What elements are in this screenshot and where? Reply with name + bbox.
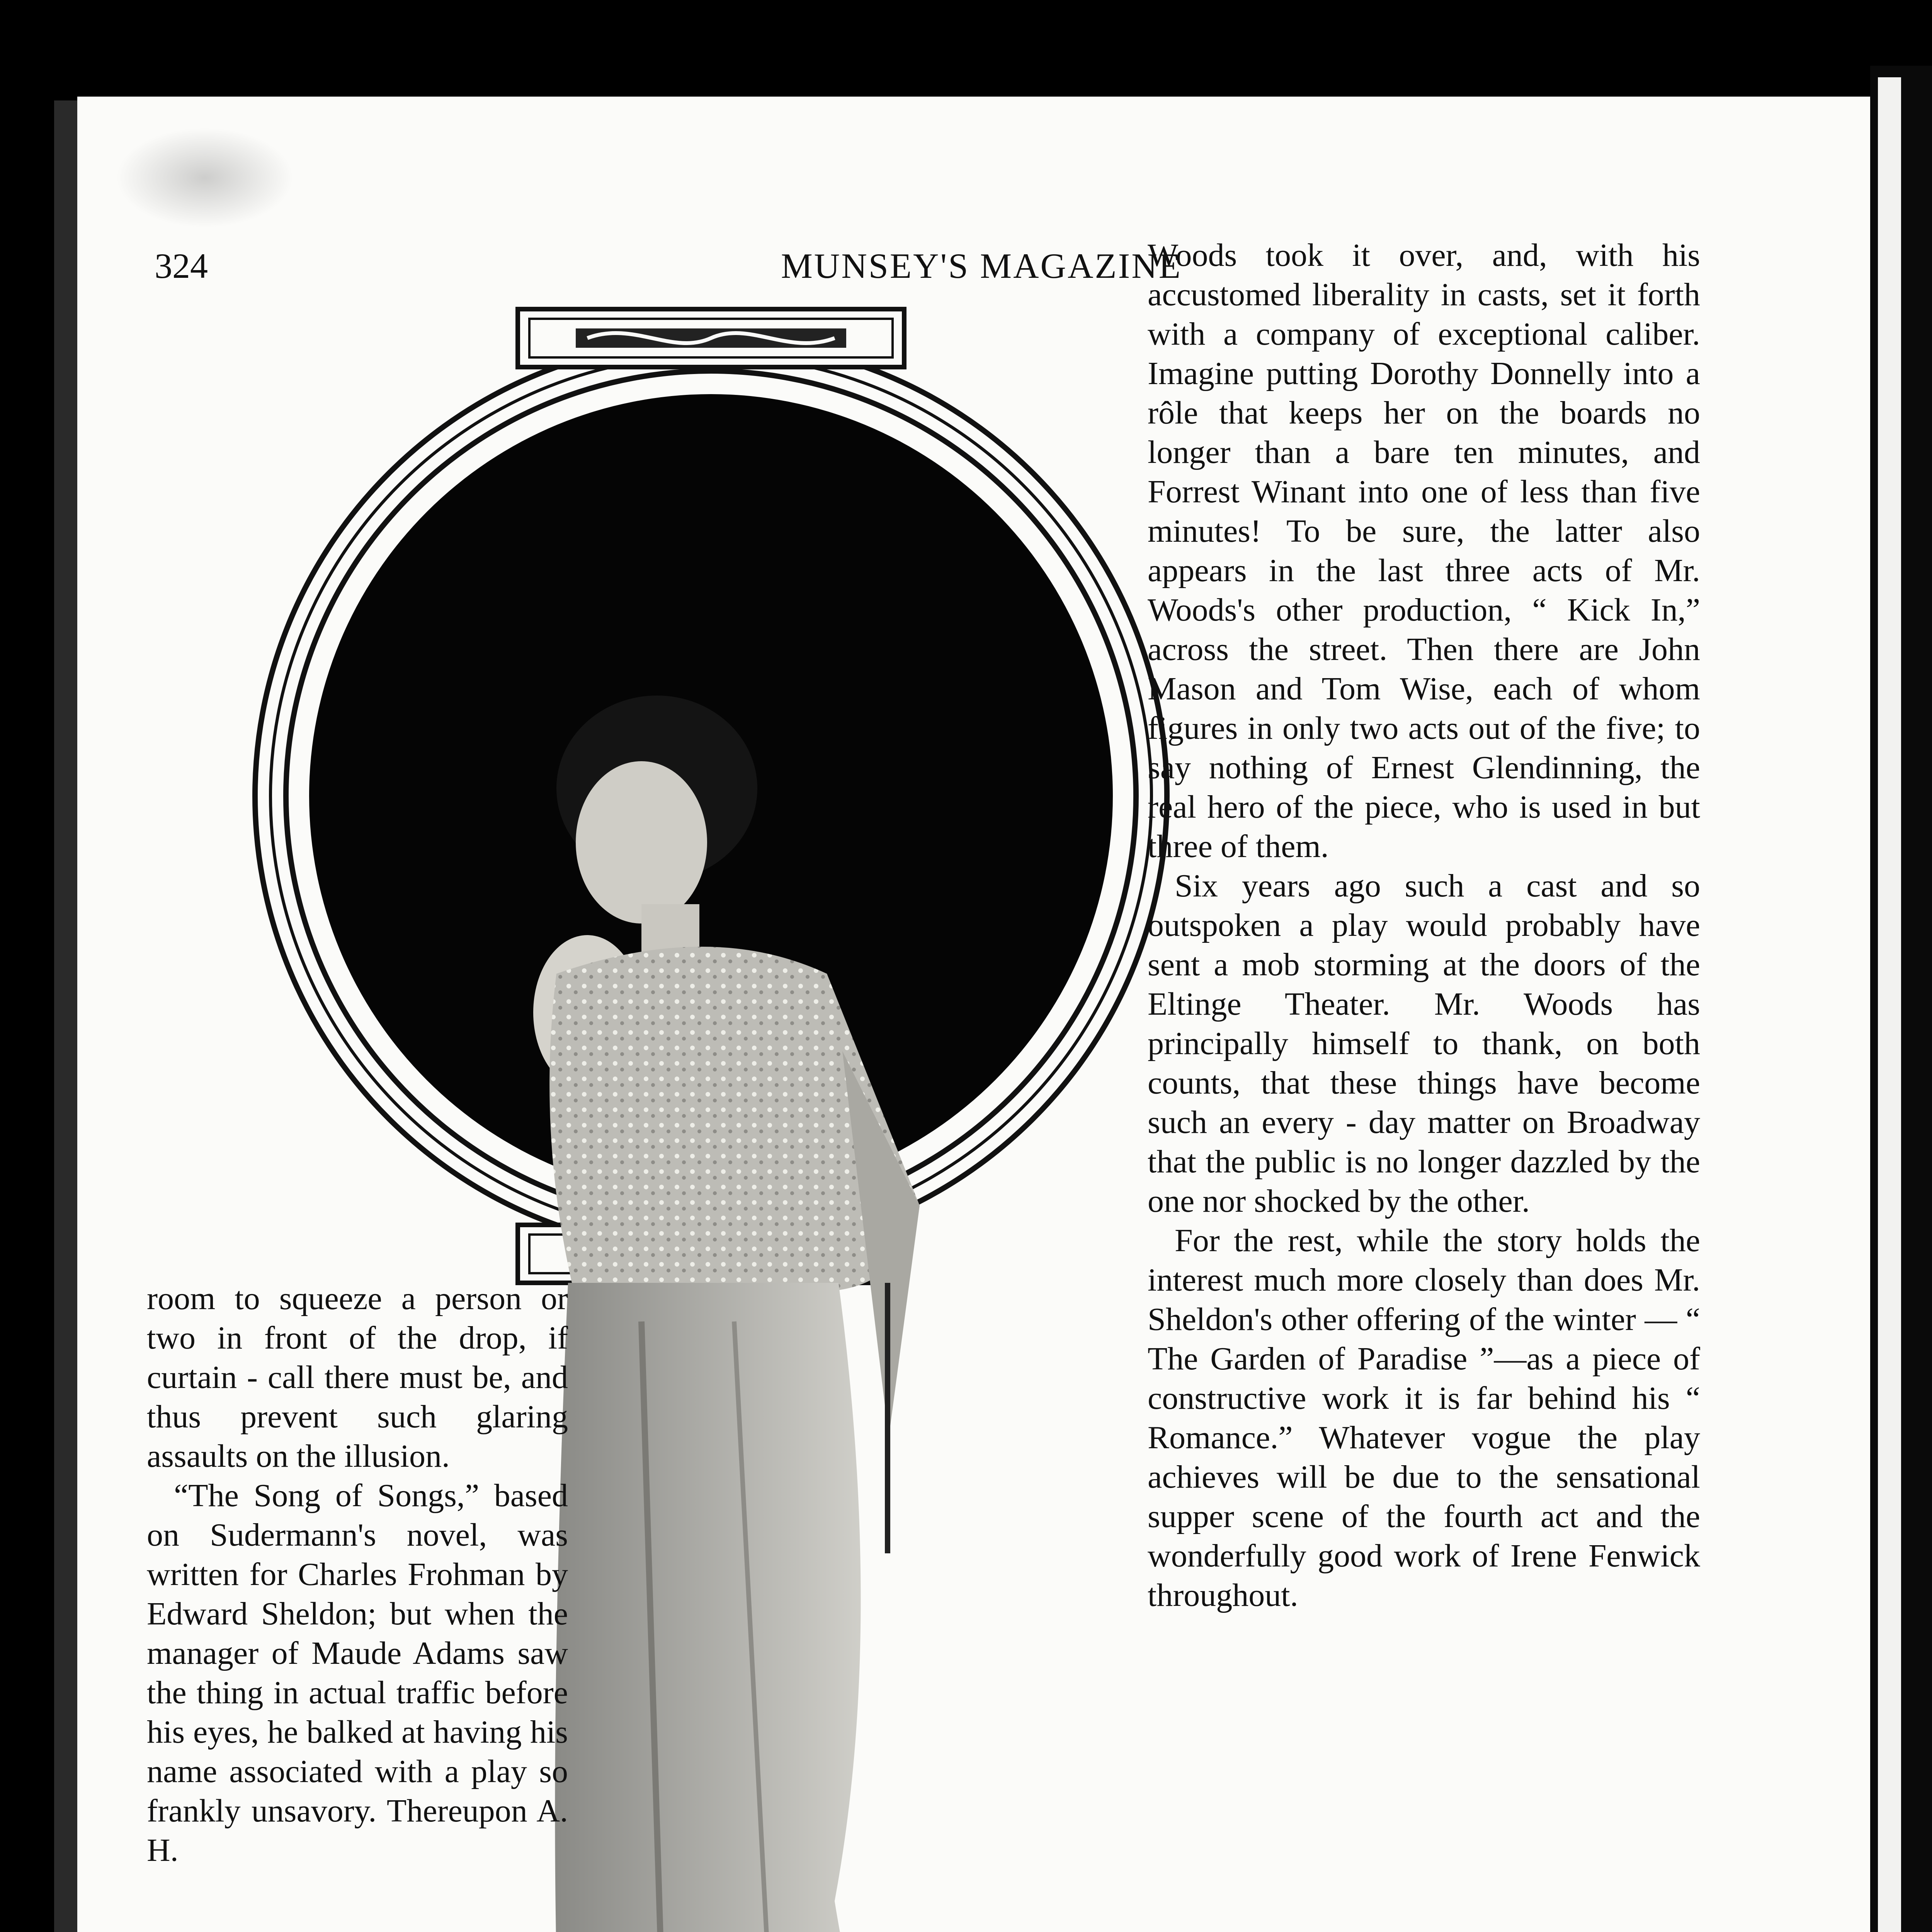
scan-gutter-left: [54, 100, 77, 1932]
article-right-column: [1148, 236, 1700, 1615]
paper-stain: [116, 128, 294, 228]
paragraph: For the rest, while the story holds the interest much more closely than does Mr. Sheldon's other offering of the winter — “ The Garden of Paradise ”—as a piece of constructive work it is far behind his “ Romance.” Whatever vogue the play achieves will be due to the sensational supper scene of the fourth act and the wonderfully good work of Irene Fenwick throughout.: [1148, 1223, 1700, 1613]
magazine-title: MUNSEY'S MAGAZINE: [781, 246, 1182, 286]
paragraph: room to squeeze a person or two in front of the drop, if curtain - call there must be, and thus prevent such glaring assaults on the illusion.: [147, 1281, 568, 1474]
facing-page-edge: [1878, 77, 1901, 1932]
paragraph: Woods took it over, and, with his accustomed liberality in casts, set it forth with a company of exceptional caliber. Imagine putting Dorothy Donnelly into a rôle that keeps her on the boards no longer than a bare ten minutes, and Forrest Winant into one of less than five minutes! To be sure, the latter also appears in the last three acts of Mr. Woods's other production, “ Kick In,” across the street. Then there are John Mason and Tom Wise, each of whom figures in only two acts out of the five; to say nothing of Ernest Glendinning, the real hero of the piece, who is used in but three of them.: [1148, 237, 1700, 864]
article-left-column: [147, 1279, 568, 1870]
paragraph: Six years ago such a cast and so outspoken a play would probably have sent a mob storming at the doors of the Eltinge Theater. Mr. Woods has principally himself to thank, on both counts, that these things have become such an every - day matter on Broadway that the public is no longer dazzled by the one nor shocked by the other.: [1148, 868, 1700, 1219]
top-cartouche-ornament: [518, 309, 904, 367]
page-number: 324: [155, 246, 208, 286]
paragraph: “The Song of Songs,” based on Sudermann's novel, was written for Charles Frohman by Edward Sheldon; but when the manager of Maude Adams saw the thing in actual traffic before his eyes, he balked at having his name associated with a play so frankly unsavory. Thereupon A. H.: [147, 1478, 568, 1868]
scan-border-top: [0, 0, 1932, 97]
